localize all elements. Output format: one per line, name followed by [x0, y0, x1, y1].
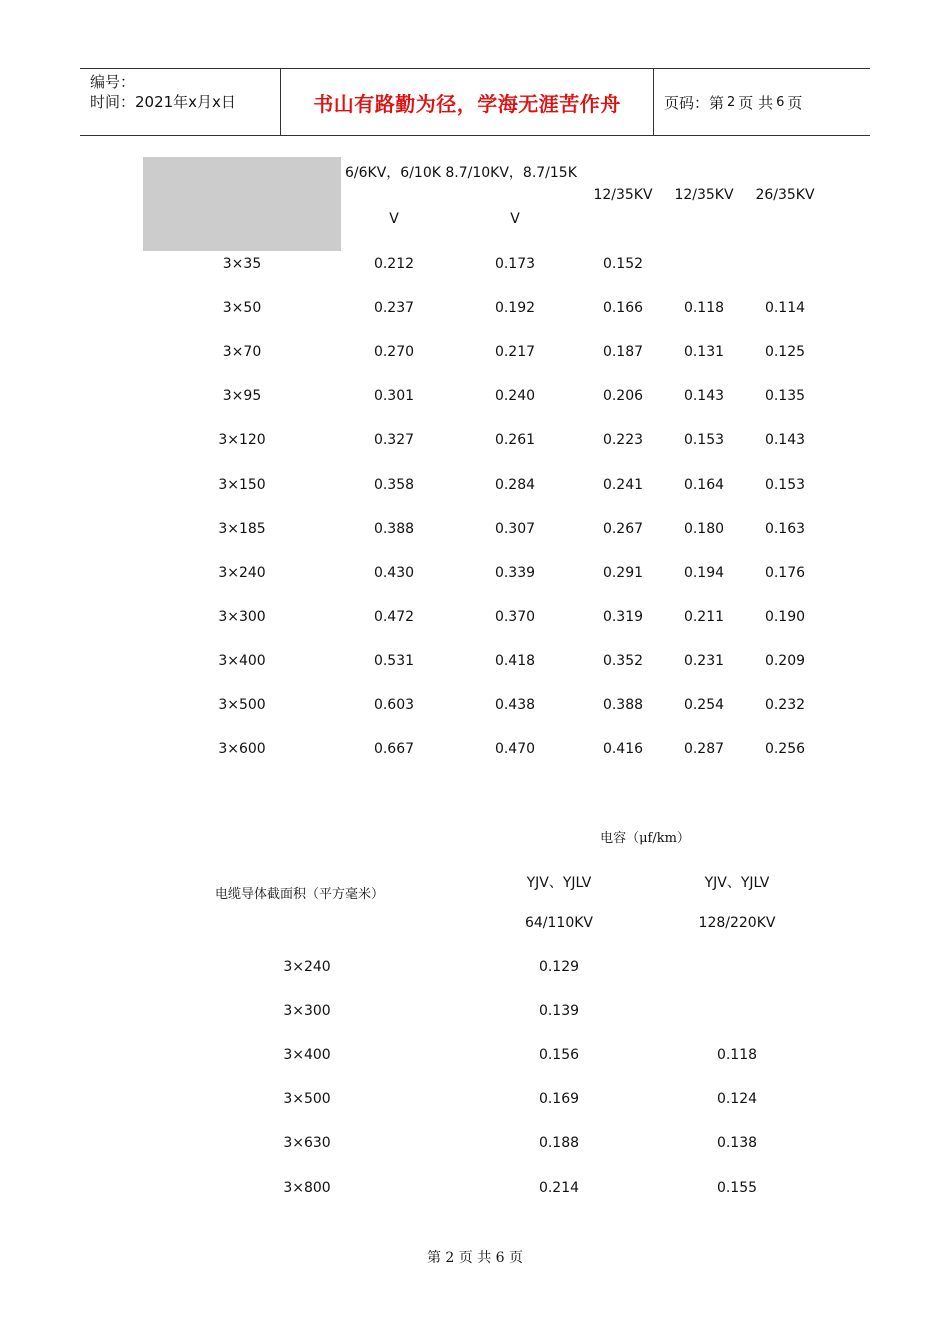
table1-cell: 0.114	[764, 300, 806, 317]
table1-cell: 0.131	[683, 344, 725, 361]
table1-cell: 0.256	[764, 741, 806, 758]
table1-row-label: 3×95	[222, 388, 262, 405]
table1-cell: 0.240	[494, 388, 536, 405]
table1-cell: 0.358	[373, 476, 415, 493]
table1-cell: 0.603	[373, 697, 415, 713]
table1-cell: 0.118	[683, 300, 725, 317]
page-current: 2	[727, 94, 736, 110]
table1-cell: 0.667	[373, 741, 415, 758]
table1-row-label: 3×35	[222, 256, 262, 272]
table2-caption: 电容（μf/km）	[600, 831, 690, 846]
table2-row-label: 3×240	[283, 959, 331, 975]
table1-row-label: 3×600	[218, 741, 266, 758]
table1-row-label: 3×300	[218, 608, 266, 625]
table1-cell: 0.153	[683, 432, 725, 449]
page-footer: 第 2 页 共 6 页	[426, 1250, 524, 1266]
page-header	[80, 68, 870, 136]
table1-cell: 0.125	[764, 344, 806, 361]
table1-cell: 0.327	[373, 432, 415, 449]
page-total: 6	[776, 94, 785, 110]
table1-header-v2: V	[510, 211, 520, 227]
table1-cell: 0.284	[494, 476, 536, 493]
table1-cell: 0.270	[373, 344, 415, 361]
header-page-info	[654, 69, 870, 135]
table1-cell: 0.472	[373, 608, 415, 625]
table1-cell: 0.261	[494, 432, 536, 449]
table2-row-label: 3×400	[283, 1047, 331, 1064]
table1-cell: 0.232	[764, 697, 806, 713]
table1-cell: 0.135	[764, 388, 806, 405]
table1-row-label: 3×70	[222, 344, 262, 361]
header-info	[80, 69, 281, 135]
table2-row-label: 3×500	[283, 1091, 331, 1108]
table1-cell: 0.301	[373, 388, 415, 405]
table1-cell: 0.531	[373, 652, 415, 669]
table2-row-header: 电缆导体截面积（平方毫米）	[215, 887, 385, 902]
table2-cell: 0.124	[716, 1091, 758, 1108]
table1-corner-cell	[143, 157, 341, 251]
table1-cell: 0.173	[494, 256, 536, 272]
table2-cell: 0.169	[538, 1091, 580, 1108]
table1-cell: 0.339	[494, 564, 536, 581]
table1-cell: 0.190	[764, 608, 806, 625]
table1-cell: 0.143	[683, 388, 725, 405]
table1-cell: 0.153	[764, 476, 806, 493]
table2-cell: 0.139	[538, 1003, 580, 1020]
table1-cell: 0.307	[494, 520, 536, 537]
table2-cell: 0.188	[538, 1135, 580, 1152]
table1-header-col5: 26/35KV	[755, 187, 815, 203]
table1-row-label: 3×500	[218, 697, 266, 713]
table1-cell: 0.143	[764, 432, 806, 449]
table2-row-label: 3×300	[283, 1003, 331, 1020]
table2-cell: 0.155	[716, 1179, 758, 1196]
table1-cell: 0.430	[373, 564, 415, 581]
table1-cell: 0.164	[683, 476, 725, 493]
table1-cell: 0.241	[602, 476, 644, 493]
table2-cell: 0.129	[538, 959, 580, 975]
table1-header-v1: V	[389, 211, 399, 227]
table1-header-line1: 6/6KV，6/10K 8.7/10KV，8.7/15K	[345, 165, 577, 181]
table1-cell: 0.438	[494, 697, 536, 713]
table1-cell: 0.163	[764, 520, 806, 537]
page-prefix: 页码：第	[664, 93, 725, 112]
table2-row-label: 3×630	[283, 1135, 331, 1152]
table1-header-col3: 12/35KV	[593, 187, 653, 203]
table2-cell: 0.118	[716, 1047, 758, 1064]
time-label: 时间：2021年x月x日	[90, 93, 236, 111]
table1-cell: 0.388	[373, 520, 415, 537]
table1-cell: 0.166	[602, 300, 644, 317]
table1-cell: 0.223	[602, 432, 644, 449]
table1-cell: 0.254	[683, 697, 725, 713]
table1-cell: 0.194	[683, 564, 725, 581]
table1-cell: 0.287	[683, 741, 725, 758]
table1-cell: 0.192	[494, 300, 536, 317]
table1-cell: 0.180	[683, 520, 725, 537]
table1-cell: 0.237	[373, 300, 415, 317]
table1-cell: 0.418	[494, 652, 536, 669]
table2-col2-type: YJV、YJLV	[704, 875, 770, 891]
table1-cell: 0.352	[602, 652, 644, 669]
table2-cell: 0.156	[538, 1047, 580, 1064]
table1-cell: 0.416	[602, 741, 644, 758]
table2-cell: 0.138	[716, 1135, 758, 1152]
table1-cell: 0.212	[373, 256, 415, 272]
table1-cell: 0.370	[494, 608, 536, 625]
table1-cell: 0.231	[683, 652, 725, 669]
table1-row-label: 3×120	[218, 432, 266, 449]
page-mid: 页 共	[738, 93, 774, 112]
table1-cell: 0.291	[602, 564, 644, 581]
table1-cell: 0.209	[764, 652, 806, 669]
table1-cell: 0.267	[602, 520, 644, 537]
table2-cell: 0.214	[538, 1179, 580, 1196]
table2-col1-type: YJV、YJLV	[526, 875, 592, 891]
table1-cell: 0.388	[602, 697, 644, 713]
table1-cell: 0.217	[494, 344, 536, 361]
table1-cell: 0.470	[494, 741, 536, 758]
table1-cell: 0.206	[602, 388, 644, 405]
number-label: 编号：	[90, 73, 136, 91]
page-suffix: 页	[787, 93, 803, 112]
table2-col2-voltage: 128/220KV	[698, 915, 776, 931]
table1-cell: 0.152	[602, 256, 644, 272]
motto: 书山有路勤为径，学海无涯苦作舟	[313, 91, 621, 116]
table1-cell: 0.319	[602, 608, 644, 625]
table1-row-label: 3×240	[218, 564, 266, 581]
table1-cell: 0.187	[602, 344, 644, 361]
table1-cell: 0.211	[683, 608, 725, 625]
table2-row-label: 3×800	[283, 1179, 331, 1196]
table1-row-label: 3×150	[218, 476, 266, 493]
table1-cell: 0.176	[764, 564, 806, 581]
header-motto-cell	[281, 69, 654, 135]
table1-header-col4: 12/35KV	[674, 187, 734, 203]
table1-row-label: 3×185	[218, 520, 266, 537]
table1-row-label: 3×400	[218, 652, 266, 669]
table1-row-label: 3×50	[222, 300, 262, 317]
table2-col1-voltage: 64/110KV	[524, 915, 594, 931]
